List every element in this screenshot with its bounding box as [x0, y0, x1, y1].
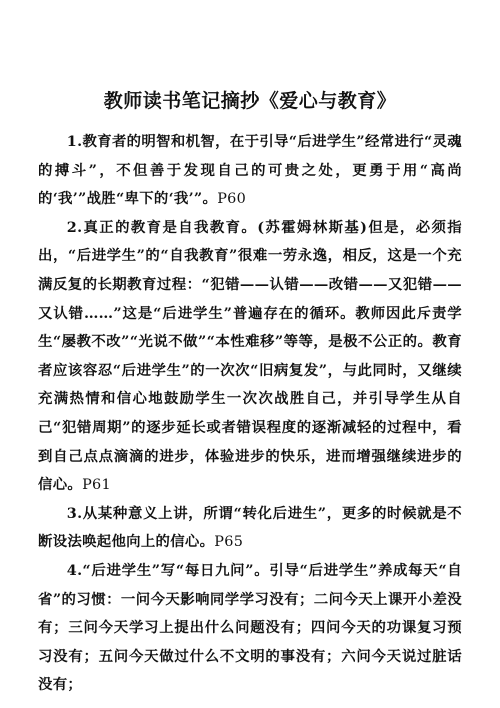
paragraph-1: [38, 128, 462, 214]
paragraph-2-page-ref: P61: [82, 477, 111, 494]
document-title: 教师读书笔记摘抄《爱心与教育》: [103, 90, 397, 112]
paragraph-3-text: 3.从某种意义上讲，所谓“转化后进生”，更多的时候就是不断设法唤起他向上的信心。: [38, 504, 462, 551]
paragraph-2-text: 2.真正的教育是自我教育。(苏霍姆林斯基)但是，必须指出，“后进学生”的“自我教育”很难一劳永逸，相反，这是一个充满反复的长期教育过程：“犯错——认错——改错——又犯错——又认错……”这是“后进学生”普遍存在的循环。教师因此斥责学生“屡教不改”“光说不做”“本性难移”等等，是极不公正的。教育者应该容忍“后进学生”的一次次“旧病复发”，与此同时，又继续充满热情和信心地鼓励学生一次次战胜自己，并引导学生从自己“犯错周期”的逐步延长或者错误程度的逐渐减轻的过程中，看到自己点点滴滴的进步，体验进步的快乐，进而增强继续进步的信心。: [38, 218, 462, 494]
paragraph-4: [38, 557, 462, 700]
paragraph-3-page-ref: P65: [214, 534, 244, 551]
paragraph-3: [38, 500, 462, 557]
paragraph-2: [38, 214, 462, 500]
paragraph-1-page-ref: P60: [217, 191, 247, 208]
paragraph-1-text: 1.教育者的明智和机智，在于引导“后进学生”经常进行“灵魂的搏斗”，不但善于发现自己的可贵之处，更勇于用“高尚的‘我’”战胜“卑下的‘我’”。: [38, 133, 462, 208]
paragraph-4-text: 4.“后进学生”写“每日九问”。引导“后进学生”养成每天“自省”的习惯：一问今天影响同学学习没有；二问今天上课开小差没有；三问今天学习上提出什么问题没有；四问今天的功课复习预习没有；五问今天做过什么不文明的事没有；六问今天说过脏话没有；: [38, 561, 462, 694]
